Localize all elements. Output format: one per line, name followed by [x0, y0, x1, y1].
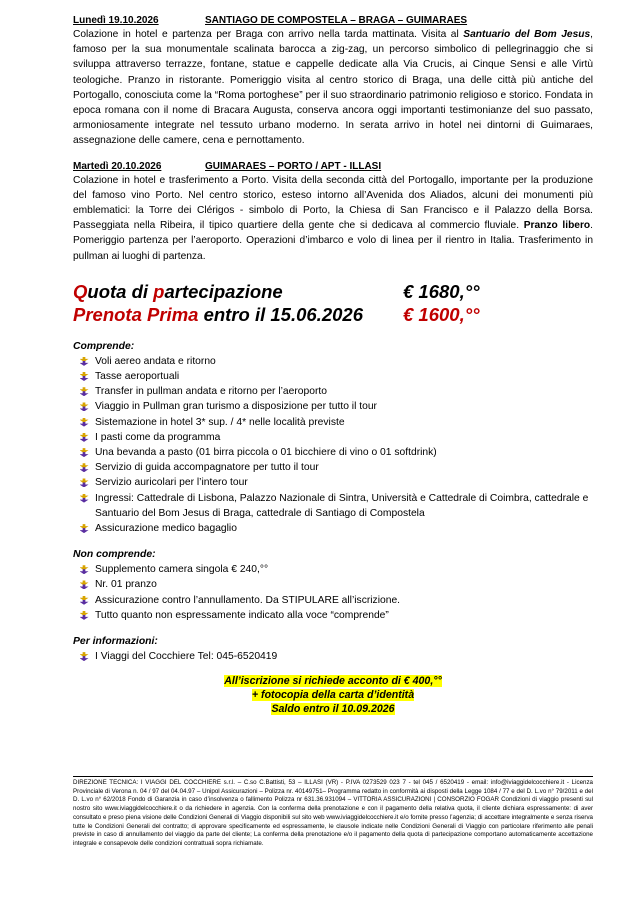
non-comprende-section: [73, 548, 593, 623]
list-item-text: Servizio auricolari per l’intero tour: [95, 477, 248, 489]
arrow-bullet-icon: [73, 369, 95, 381]
quota-price: € 1680,°°: [403, 280, 480, 302]
list-item: [73, 460, 593, 475]
list-item: [73, 415, 593, 430]
list-item-text: Viaggio in Pullman gran turismo a disposizione per tutto il tour: [95, 401, 377, 413]
list-item-text: Sistemazione in hotel 3* sup. / 4* nelle località previste: [95, 416, 345, 428]
price-block: [73, 280, 593, 326]
list-item: [73, 491, 593, 521]
list-item-text: Supplemento camera singola € 240,°°: [95, 564, 269, 576]
comprende-section: [73, 340, 593, 536]
day2-heading: [73, 160, 593, 173]
arrow-bullet-icon: [73, 354, 95, 366]
day1-text-b: , famoso per la sua monumentale scalinata barocca a zig-zag, un percorso simbolico di pellegrinaggio che si sviluppa attraverso terrazze, fontane, statue e cappelle dedicate alla Via Crucis, ai Cinque Sensi e alle Virtù teologiche. Pranzo in ristorante. Pomeriggio visita al centro storico di Braga, una delle città più antiche del Portogallo, conosciuta come la “Roma portoghese” per il suo straordinario patrimonio religioso e storico. Fondata in epoca romana con il nome di Bracara Augusta, conserva ancora oggi importanti testimonianze del suo passato, armoniosamente integrate nel tessuto urbano moderno. In serata arrivo in hotel nei dintorni di Guimaraes, assegnazione delle camere, cena e pernottamento.: [73, 29, 593, 147]
list-item: [73, 445, 593, 460]
deposit-notice: [73, 674, 593, 716]
list-item-text: Ingressi: Cattedrale di Lisbona, Palazzo Nazionale di Sintra, Università e Cattedrale di Coimbra, cattedrale e Santuario del Bom Jesus di Braga, cattedrale di Santiago di Compostela: [95, 492, 589, 519]
day1-text-a: Colazione in hotel e partenza per Braga con arrivo nella tarda mattinata. Visita al: [73, 29, 464, 40]
arrow-bullet-icon: [73, 521, 95, 533]
list-item: [73, 608, 593, 623]
list-item: [73, 369, 593, 384]
day1-heading: [73, 14, 593, 27]
prenota-prima-price: € 1600,°°: [403, 303, 480, 325]
list-item-text: Servizio di guida accompagnatore per tutto il tour: [95, 462, 319, 474]
quota-label: Quota di partecipazione: [73, 280, 283, 302]
day1-date: Lunedì 19.10.2026: [73, 15, 159, 26]
arrow-bullet-icon: [73, 415, 95, 427]
list-item-text: Tutto quanto non espressamente indicato alla voce “comprende”: [95, 609, 389, 621]
list-item-text: Transfer in pullman andata e ritorno per l’aeroporto: [95, 386, 327, 398]
day2-highlight: Pranzo libero: [523, 220, 591, 232]
list-item-text: Tasse aeroportuali: [95, 371, 180, 383]
informazioni-section: [73, 635, 593, 664]
arrow-bullet-icon: [73, 593, 95, 605]
list-item-text: I Viaggi del Cocchiere Tel: 045-6520419: [95, 651, 278, 663]
arrow-bullet-icon: [73, 649, 95, 661]
day2-description: [73, 173, 593, 264]
arrow-bullet-icon: [73, 460, 95, 472]
list-item-text: Assicurazione medico bagaglio: [95, 523, 237, 535]
list-item: [73, 593, 593, 608]
list-item: [73, 430, 593, 445]
arrow-bullet-icon: [73, 577, 95, 589]
list-item: [73, 577, 593, 592]
arrow-bullet-icon: [73, 445, 95, 457]
informazioni-list: [73, 649, 593, 664]
list-item: [73, 649, 593, 664]
non-comprende-list: [73, 562, 593, 623]
list-item-text: Nr. 01 pranzo: [95, 579, 157, 591]
arrow-bullet-icon: [73, 475, 95, 487]
arrow-bullet-icon: [73, 562, 95, 574]
arrow-bullet-icon: [73, 384, 95, 396]
itinerary-page: [73, 14, 593, 716]
list-item: [73, 475, 593, 490]
list-item-text: I pasti come da programma: [95, 431, 221, 443]
comprende-title: Comprende:: [73, 340, 135, 352]
day2-text-b: . Pomeriggio partenza per l’aeroporto. Operazioni d’imbarco e volo di linea per il rientro in Italia. Trasferimento in pullman ai luoghi di partenza.: [73, 220, 593, 262]
notice-line-3: Saldo entro il 10.09.2026: [271, 703, 395, 716]
day1-highlight: Santuario del Bom Jesus: [463, 29, 591, 40]
list-item: [73, 354, 593, 369]
list-item: [73, 399, 593, 414]
list-item: [73, 562, 593, 577]
notice-line-2: + fotocopia della carta d’identità: [251, 689, 415, 702]
arrow-bullet-icon: [73, 491, 95, 503]
list-item-text: Una bevanda a pasto (01 birra piccola o 01 bicchiere di vino o 01 softdrink): [95, 447, 437, 459]
list-item-text: Assicurazione contro l’annullamento. Da STIPULARE all’iscrizione.: [95, 594, 401, 606]
list-item: [73, 521, 593, 536]
list-item: [73, 384, 593, 399]
day1-route: SANTIAGO DE COMPOSTELA – BRAGA – GUIMARAES: [205, 15, 468, 26]
informazioni-title: Per informazioni:: [73, 636, 158, 648]
notice-line-1: All’iscrizione si richiede acconto di € 400,°°: [224, 675, 442, 688]
non-comprende-title: Non comprende:: [73, 549, 156, 561]
prenota-prima-label: Prenota Prima entro il 15.06.2026: [73, 303, 363, 325]
arrow-bullet-icon: [73, 608, 95, 620]
arrow-bullet-icon: [73, 430, 95, 442]
day2-date: Martedì 20.10.2026: [73, 160, 162, 172]
legal-footer: DIREZIONE TECNICA: I VIAGGI DEL COCCHIERE s.r.l. – C.so C.Battisti, 53 – ILLASI (VR) - P.IVA 0273529 023 7 - tel 045 / 6520419 - email: info@iviaggidelcocchiere.it - Licenza Provinciale di Verona n. 04 / 97 del 04.04.97 – Unipol Assicurazioni – Polizza nr. 40149751– Programma redatto in conformità ai disposti della Legge 1084 / 77 e del D. L.vo n° 79/2011 e del D. L.vo n° 62/2018 Fondo di Garanzia in caso d’insolvenza o fallimento Polizza nr 631.36.931094 – VITTORIA ASSICURAZIONI | CONSORZIO FOGAR Condizioni di viaggio presenti sul nostro sito www.iviaggidelcocchiere.it o da richiedere in agenzia. Con la conferma della prenotazione e con il pagamento della relativa quota, il cliente dichiara espressamente: di aver consultato e preso piena visione delle Condizioni Generali di Viaggio disponibili sul sito web www.iviaggidelcocchiere.it e/o fornite presso l’agenzia; di accettare integralmente e senza riserva tutte le Condizioni Generali del contratto; di approvare specificamente ed espressamente, le clausole indicate nelle Condizioni Generali di Viaggio con particolare riferimento alle penali previste in caso di annullamento del viaggio da parte del cliente; La conferma della prenotazione e/o il pagamento della quota di partecipazione comportano automaticamente accettazione integrale e consapevole delle condizioni contrattuali sopra richiamate.: [73, 776, 593, 849]
arrow-bullet-icon: [73, 399, 95, 411]
day1-description: [73, 27, 593, 149]
list-item-text: Voli aereo andata e ritorno: [95, 355, 216, 367]
day2-text-a: Colazione in hotel e trasferimento a Porto. Visita della seconda città del Portogallo, importante per la produzione del famoso vino Porto. Nel centro storico, esteso intorno all’Avenida dos Aliados, alcuni dei monumenti più emblematici: la Torre dei Clérigos - simbolo di Porto, la Chiesa di San Francisco e il Palazzo della Borsa. Passeggiata nella Ribeira, il tipico quartiere della gente che si dedicava al commercio fluviale.: [73, 174, 593, 232]
comprende-list: [73, 354, 593, 536]
day2-route: GUIMARAES – PORTO / APT - ILLASI: [205, 160, 382, 172]
